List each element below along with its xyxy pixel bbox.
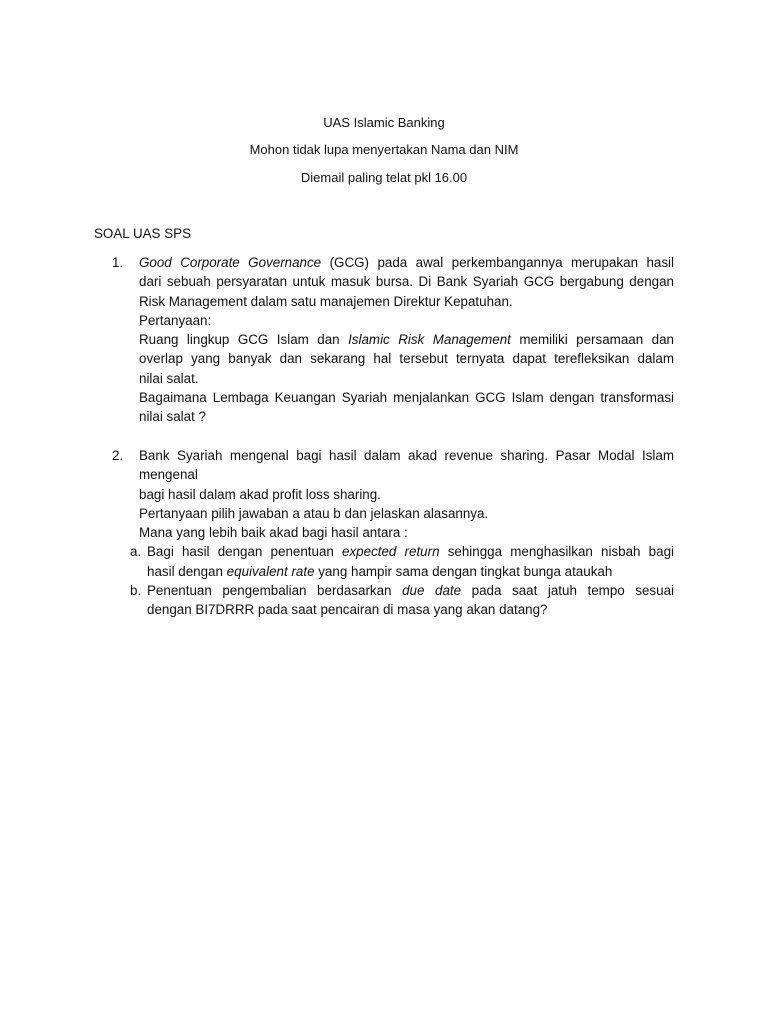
section-title: SOAL UAS SPS bbox=[94, 226, 191, 241]
header-instruction-name-nim: Mohon tidak lupa menyertakan Nama dan NIM bbox=[249, 142, 519, 157]
question-1-line-2: dari sebuah persyaratan untuk masuk bursa. Di Bank Syariah GCG bergabung dengan bbox=[139, 274, 674, 290]
question-2-line-3: bagi hasil dalam akad profit loss sharing. bbox=[139, 486, 381, 502]
question-2-number: 2. bbox=[112, 448, 124, 463]
question-1-label-pertanyaan: Pertanyaan: bbox=[139, 312, 212, 328]
option-b-line-1: Penentuan pengembalian berdasarkan due date pada saat jatuh tempo sesuai bbox=[147, 583, 674, 599]
option-b-line-2: dengan BI7DRRR pada saat pencairan di masa yang akan datang? bbox=[147, 602, 548, 618]
question-2-line-4: Pertanyaan pilih jawaban a atau b dan jelaskan alasannya. bbox=[139, 505, 489, 521]
question-2-line-2: mengenal bbox=[139, 467, 198, 483]
question-1-line-8: Bagaimana Lembaga Keuangan Syariah menjalankan GCG Islam dengan transformasi bbox=[139, 390, 674, 406]
option-a bbox=[94, 542, 674, 581]
question-2 bbox=[94, 446, 674, 620]
question-1-line-3: Risk Management dalam satu manajemen Direktur Kepatuhan. bbox=[139, 293, 513, 309]
question-1-line-6: overlap yang banyak dan sekarang hal tersebut ternyata dapat terefleksikan dalam bbox=[139, 351, 674, 367]
question-1-number: 1. bbox=[112, 255, 124, 270]
header-deadline: Diemail paling telat pkl 16.00 bbox=[300, 170, 468, 185]
question-1-line-7: nilai salat. bbox=[139, 370, 199, 386]
question-2-line-1: Bank Syariah mengenal bagi hasil dalam akad revenue sharing. Pasar Modal Islam bbox=[139, 448, 674, 463]
option-a-label: a. bbox=[130, 544, 142, 560]
option-a-line-2: hasil dengan equivalent rate yang hampir sama dengan tingkat bunga ataukah bbox=[147, 563, 613, 579]
question-1 bbox=[94, 253, 674, 427]
option-a-line-1: Bagi hasil dengan penentuan expected return sehingga menghasilkan nisbah bagi bbox=[147, 544, 674, 560]
document-title: UAS Islamic Banking bbox=[323, 115, 445, 130]
option-b-label: b. bbox=[130, 583, 142, 599]
question-1-line-5: Ruang lingkup GCG Islam dan Islamic Risk Management memiliki persamaan dan bbox=[139, 332, 674, 348]
question-1-line-1: Good Corporate Governance (GCG) pada awal perkembangannya merupakan hasil bbox=[139, 255, 674, 270]
option-b bbox=[94, 581, 674, 620]
question-1-line-9: nilai salat ? bbox=[139, 409, 206, 425]
question-2-line-5: Mana yang lebih baik akad bagi hasil antara : bbox=[139, 525, 408, 541]
